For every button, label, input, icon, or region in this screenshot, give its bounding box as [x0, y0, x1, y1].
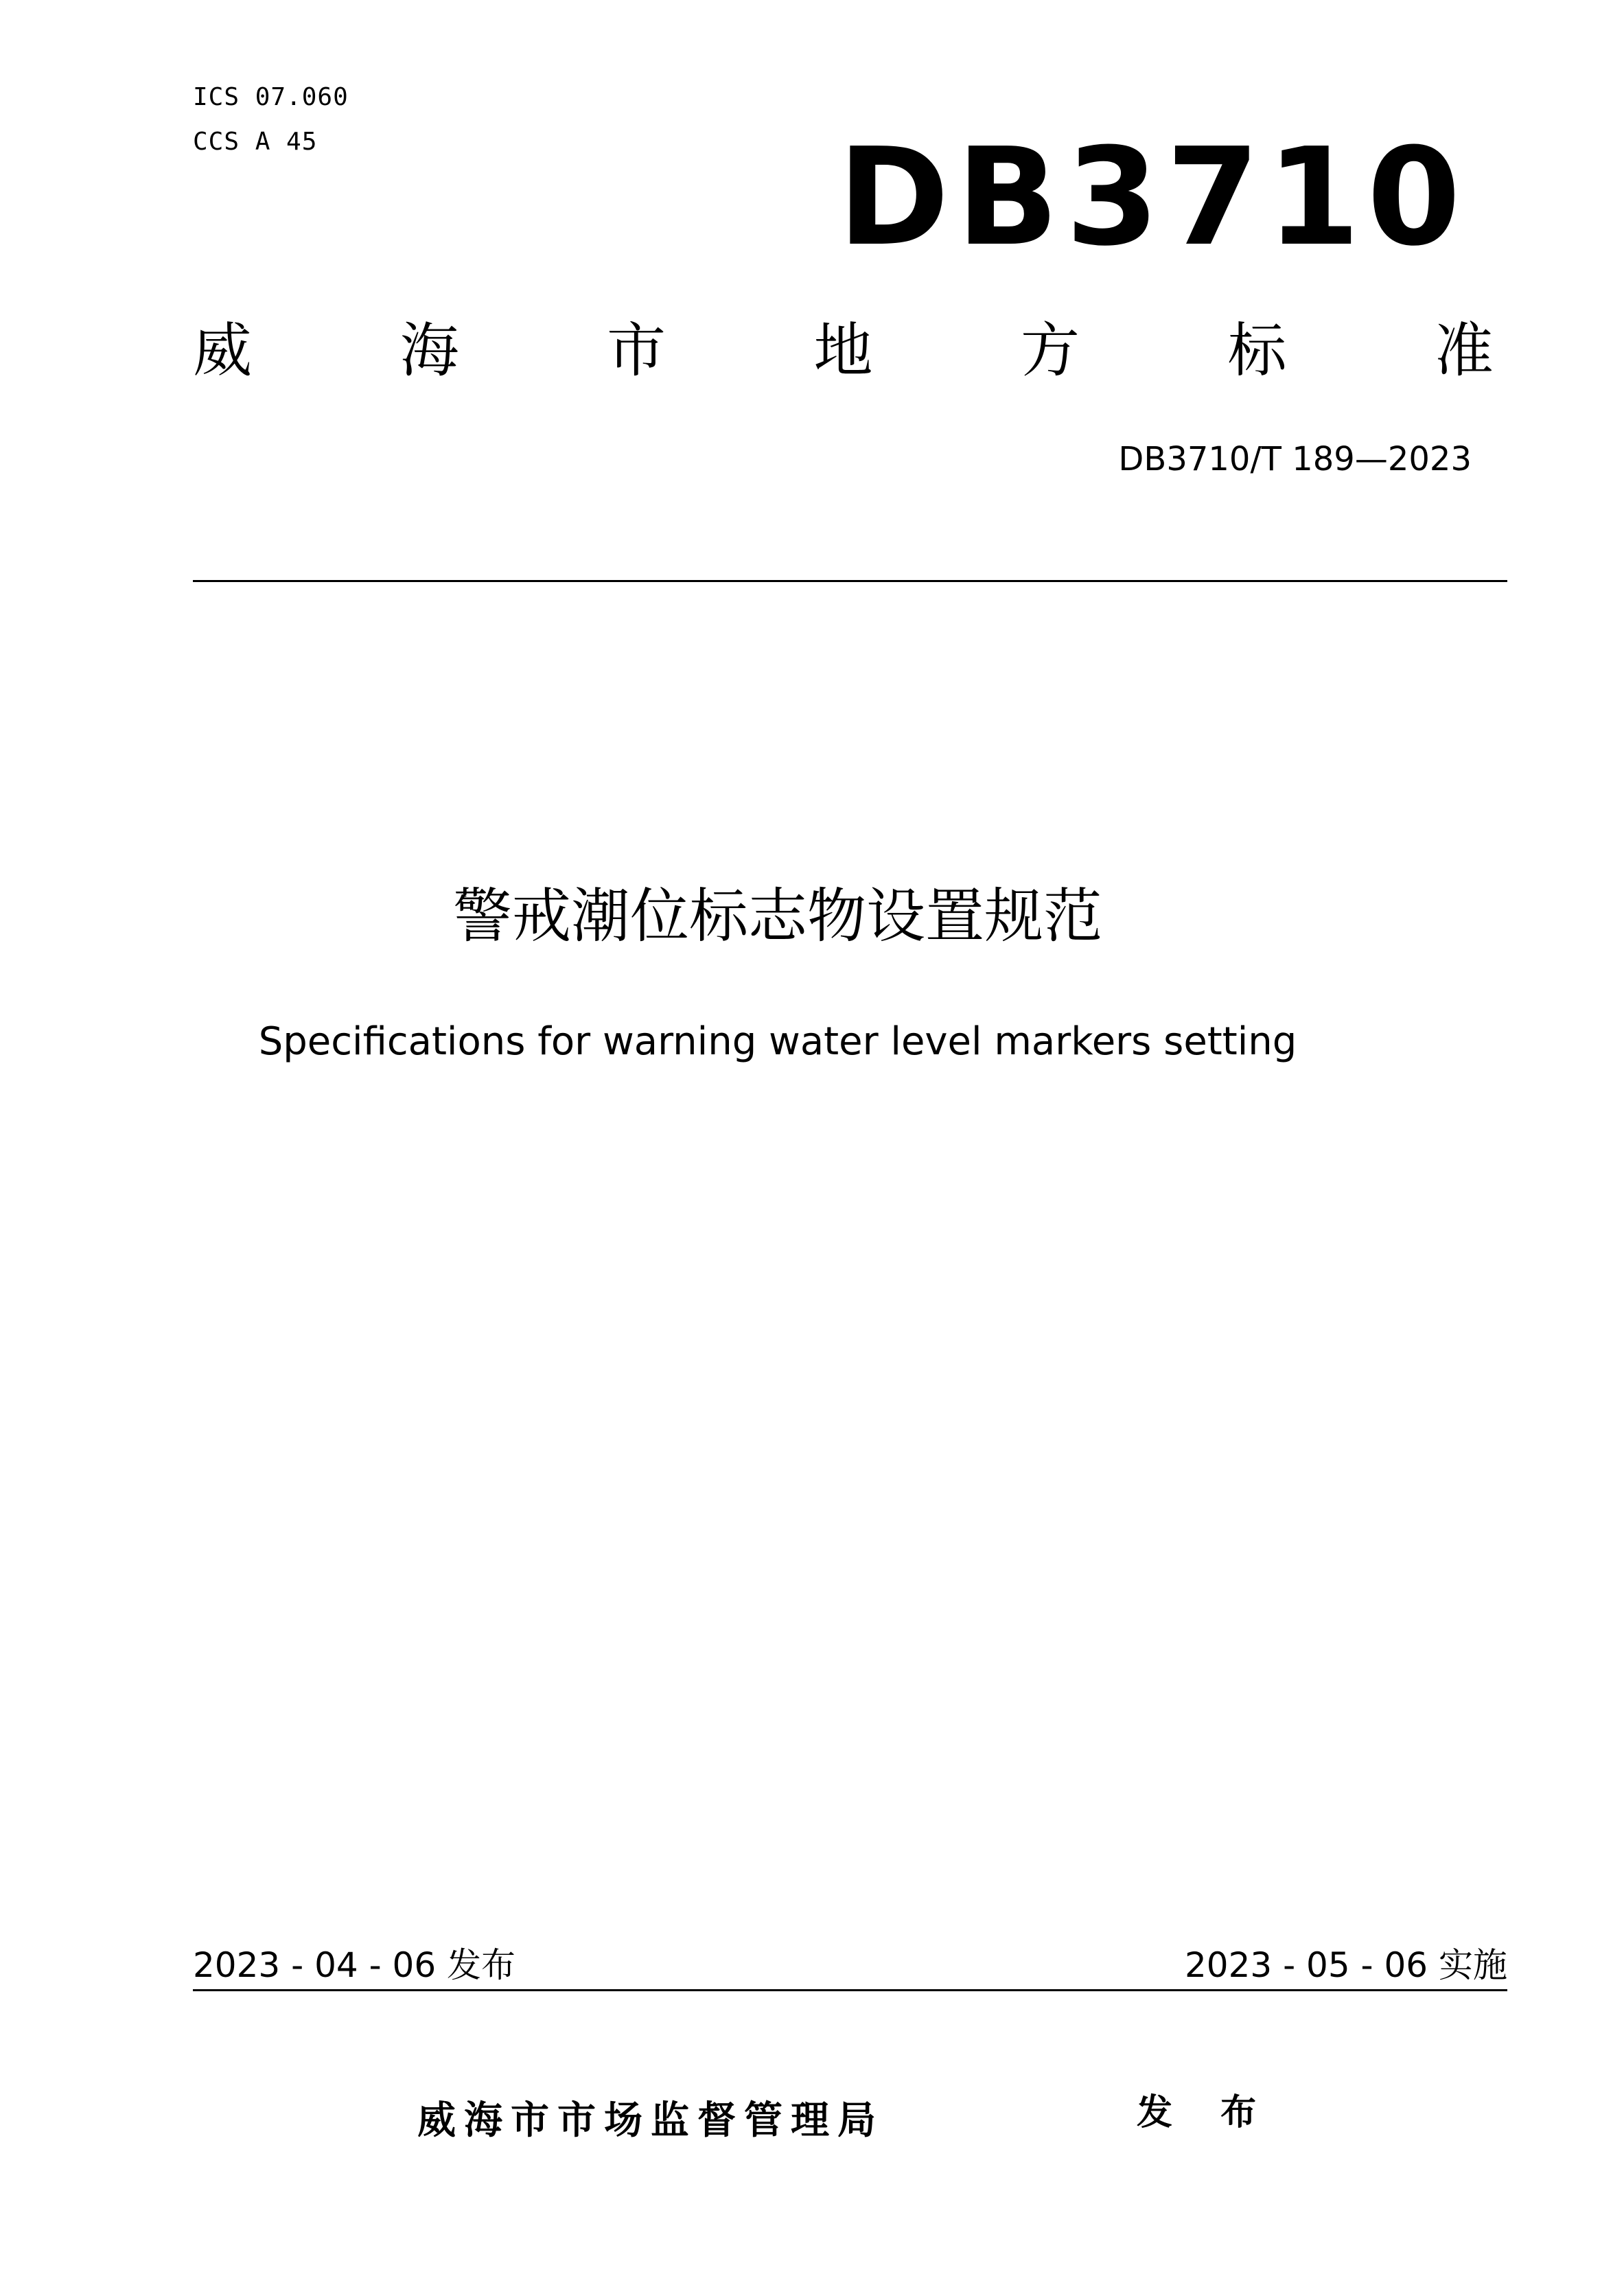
implementation-date: 2023 - 05 - 06 实施 — [1184, 1945, 1507, 1985]
publish-date: 2023 - 04 - 06 发布 — [193, 1945, 516, 1985]
standard-type-char: 海 — [399, 316, 459, 385]
ccs-code: CCS A 45 — [193, 128, 318, 156]
document-title-english: Specifications for warning water level markers setting — [258, 1019, 1297, 1064]
standard-code-large: DB3710 — [837, 119, 1468, 276]
standard-number: DB3710/T 189—2023 — [1118, 440, 1472, 478]
standard-type-char: 地 — [813, 316, 873, 385]
standard-type-char: 市 — [607, 316, 666, 385]
top-divider — [193, 580, 1507, 582]
ics-code: ICS 07.060 — [193, 83, 349, 111]
standard-type-heading — [193, 316, 1494, 385]
standard-type-char: 标 — [1227, 316, 1287, 385]
standard-type-char: 方 — [1021, 316, 1080, 385]
standard-type-char: 威 — [193, 316, 252, 385]
bottom-divider — [193, 1989, 1507, 1991]
document-title-chinese: 警戒潮位标志物设置规范 — [453, 882, 1102, 951]
issuing-authority: 威海市市场监督管理局 — [417, 2098, 884, 2143]
standard-type-char: 准 — [1435, 316, 1494, 385]
issue-label: 发 布 — [1137, 2092, 1275, 2133]
